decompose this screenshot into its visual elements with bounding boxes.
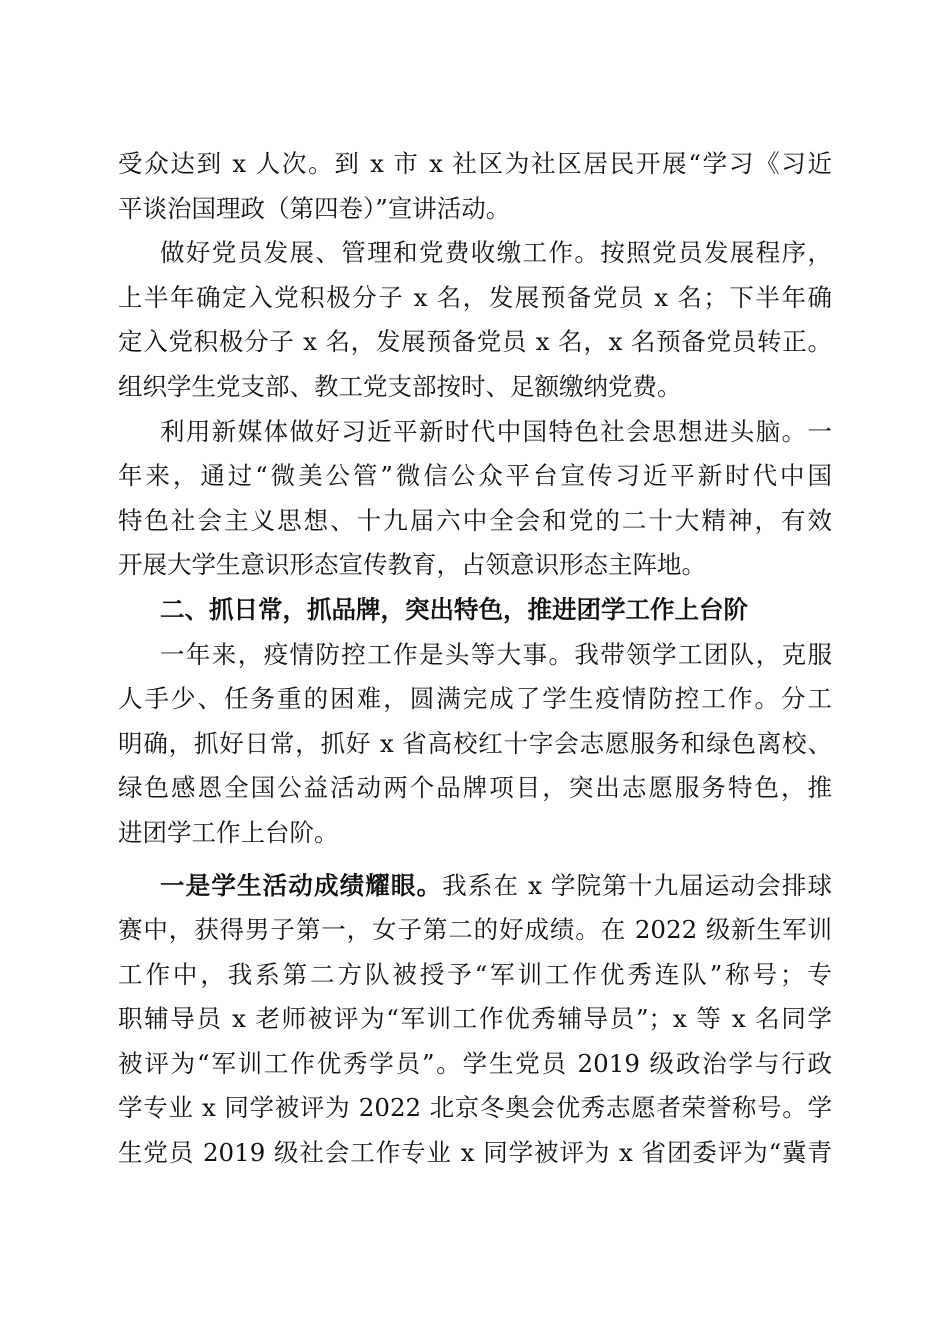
paragraph-line: 定入党积极分子 x 名，发展预备党员 x 名，x 名预备党员转正。 xyxy=(118,327,832,357)
paragraph-line: 开展大学生意识形态宣传教育，占领意识形态主阵地。 xyxy=(118,550,706,580)
paragraph-line: 进团学工作上台阶。 xyxy=(118,817,339,847)
paragraph-line: 人手少、任务重的困难，圆满完成了学生疫情防控工作。分工 xyxy=(118,684,832,714)
paragraph-line: 利用新媒体做好习近平新时代中国特色社会思想进头脑。一 xyxy=(160,416,832,446)
paragraph-line: 被评为“军训工作优秀学员”。学生党员 2019 级政治学与行政 xyxy=(118,1048,832,1078)
paragraph-line: 平谈治国理政（第四卷）”宣讲活动。 xyxy=(118,193,511,223)
paragraph-line: 工作中，我系第二方队被授予“军训工作优秀连队”称号；专 xyxy=(118,959,832,989)
paragraph-line: 做好党员发展、管理和党费收缴工作。按照党员发展程序， xyxy=(160,238,832,268)
paragraph-line: 特色社会主义思想、十九届六中全会和党的二十大精神，有效 xyxy=(118,505,832,535)
paragraph-line: 赛中，获得男子第一，女子第二的好成绩。在 2022 级新生军训 xyxy=(118,915,832,945)
lead-rest-text: 我系在 x 学院第十九届运动会排球 xyxy=(442,870,832,900)
paragraph-line: 一年来，疫情防控工作是头等大事。我带领学工团队，克服 xyxy=(160,639,832,669)
paragraph-line xyxy=(118,864,832,909)
document-body xyxy=(118,142,832,1176)
section-heading: 二、抓日常，抓品牌，突出特色，推进团学工作上台阶 xyxy=(160,594,748,624)
paragraph-line: 上半年确定入党积极分子 x 名，发展预备党员 x 名；下半年确 xyxy=(118,282,832,312)
paragraph-line: 生党员 2019 级社会工作专业 x 同学被评为 x 省团委评为“冀青 xyxy=(118,1138,832,1168)
paragraph-line: 组织学生党支部、教工党支部按时、足额缴纳党费。 xyxy=(118,371,682,401)
paragraph-line: 职辅导员 x 老师被评为“军训工作优秀辅导员”；x 等 x 名同学 xyxy=(118,1004,832,1034)
paragraph-line: 受众达到 x 人次。到 x 市 x 社区为社区居民开展“学习《习近 xyxy=(118,149,832,178)
paragraph-spacer xyxy=(118,856,832,864)
paragraph-line: 学专业 x 同学被评为 2022 北京冬奥会优秀志愿者荣誉称号。学 xyxy=(118,1093,832,1123)
paragraph-line: 明确，抓好日常，抓好 x 省高校红十字会志愿服务和绿色离校、 xyxy=(118,728,832,758)
paragraph-line: 绿色感恩全国公益活动两个品牌项目，突出志愿服务特色，推 xyxy=(118,773,832,803)
bold-lead-text: 一是学生活动成绩耀眼。 xyxy=(160,870,443,900)
paragraph-line: 年来，通过“微美公管”微信公众平台宣传习近平新时代中国 xyxy=(118,461,832,491)
